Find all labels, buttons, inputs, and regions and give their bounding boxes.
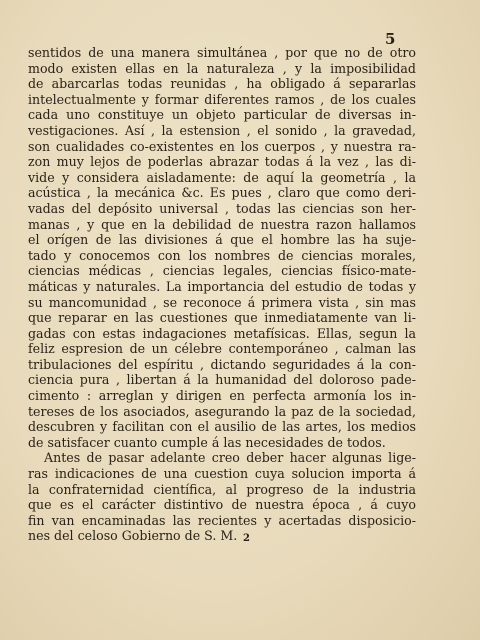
text-line: tado y conocemos con los nombres de ciencias morales, xyxy=(28,247,416,263)
text-line: de abarcarlas todas reunidas , ha obligado á separarlas xyxy=(28,76,416,92)
page-number: 5 xyxy=(385,30,396,48)
text-line: vide y considera aisladamente: de aquí la geometría , la xyxy=(28,169,416,185)
text-line: son cualidades co-existentes en los cuerpos , y nuestra ra- xyxy=(28,138,416,154)
text-line: la confraternidad científica, al progreso de la industria xyxy=(28,481,416,497)
text-line: cada uno constituye un objeto particular de diversas in- xyxy=(28,107,416,123)
text-line: máticas y naturales. La importancia del estudio de todas y xyxy=(28,278,416,294)
text-line: feliz espresion de un célebre contemporáneo , calman las xyxy=(28,341,416,357)
paragraph-start-line: Antes de pasar adelante creo deber hacer algunas lige- xyxy=(44,450,416,466)
text-line: fin van encaminadas las recientes y acertadas disposicio- xyxy=(28,512,416,528)
text-line: gadas con estas indagaciones metafísicas. Ellas, segun la xyxy=(28,325,416,341)
text-line: descubren y facilitan con el ausilio de las artes, los medios xyxy=(28,419,416,435)
text-line: su mancomunidad , se reconoce á primera vista , sin mas xyxy=(28,294,416,310)
text-line: ciencia pura , libertan á la humanidad del doloroso pade- xyxy=(28,372,416,388)
body-text xyxy=(28,45,416,544)
text-line: vestigaciones. Así , la estension , el sonido , la gravedad, xyxy=(28,122,416,138)
text-line: modo existen ellas en la naturaleza , y la imposibilidad xyxy=(28,60,416,76)
text-line: acústica , la mecánica &c. Es pues , claro que como deri- xyxy=(28,185,416,201)
text-line: zon muy lejos de poderlas abrazar todas á la vez , las di- xyxy=(28,154,416,170)
text-line: que es el carácter distintivo de nuestra época , á cuyo xyxy=(28,497,416,513)
text-line: tribulaciones del espíritu , dictando seguridades á la con- xyxy=(28,356,416,372)
text-line: que reparar en las cuestiones que inmediatamente van li- xyxy=(28,310,416,326)
text-line: sentidos de una manera simultánea , por que no de otro xyxy=(28,45,416,60)
text-line: vadas del depósito universal , todas las ciencias son her- xyxy=(28,200,416,216)
text-line: el orígen de las divisiones á que el hombre las ha suje- xyxy=(28,232,416,248)
text-line: cimento : arreglan y dirigen en perfecta armonía los in- xyxy=(28,388,416,404)
text-line: ciencias médicas , ciencias legales, ciencias físico-mate- xyxy=(28,263,416,279)
paragraph-end-line: de satisfacer cuanto cumple á las necesidades de todos. xyxy=(28,434,386,450)
text-line: ras indicaciones de una cuestion cuya solucion importa á xyxy=(28,466,416,482)
text-line: tereses de los asociados, asegurando la paz de la sociedad, xyxy=(28,403,416,419)
text-line: manas , y que en la debilidad de nuestra razon hallamos xyxy=(28,216,416,232)
paragraph-end-line: nes del celoso Gobierno de S. M. xyxy=(28,528,238,544)
signature-mark: 2 xyxy=(243,533,250,544)
text-line: intelectualmente y formar diferentes ramos , de los cuales xyxy=(28,91,416,107)
